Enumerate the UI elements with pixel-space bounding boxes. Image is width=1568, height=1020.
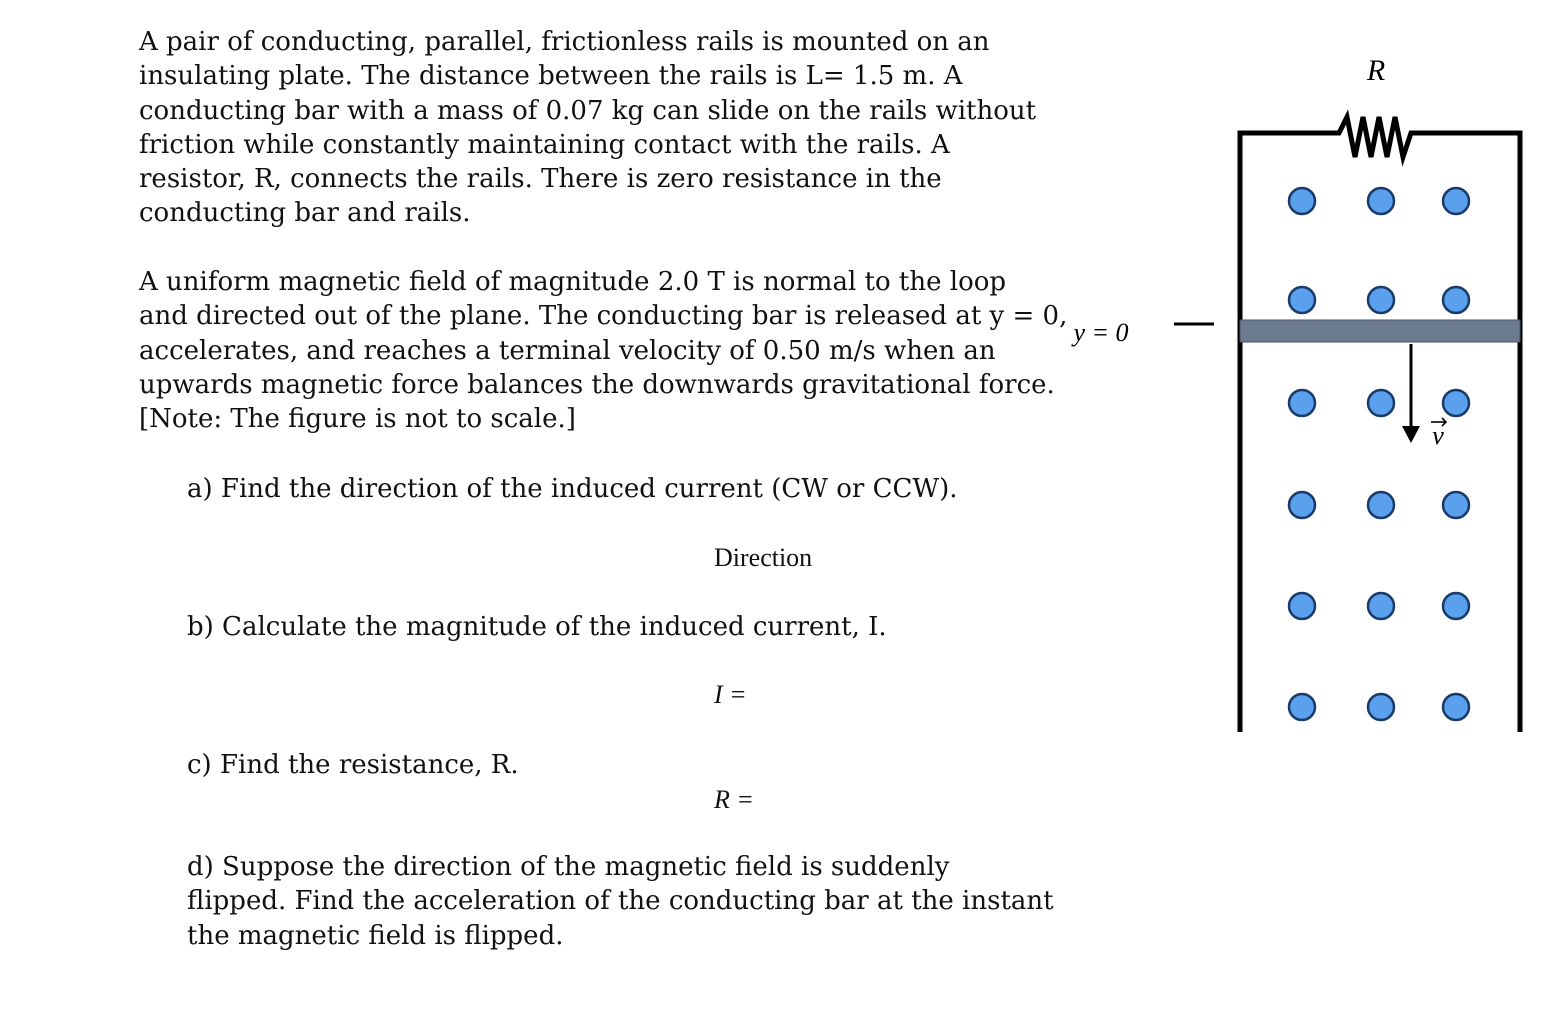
question-d-line: the magnetic field is flipped. [187,920,564,951]
answer-label-resistance: R = [714,785,754,814]
field-paragraph [139,265,1067,436]
field-dot [1289,188,1315,214]
y-zero-label: y = 0 [1073,318,1129,347]
field-dot [1368,593,1394,619]
answer-label-direction: Direction [714,543,813,572]
intro-paragraph [139,25,1036,231]
field-dot [1289,287,1315,313]
intro-line: insulating plate. The distance between the rails is L= 1.5 m. A [139,61,963,92]
question-d-line: flipped. Find the acceleration of the conducting bar at the instant [187,886,1054,917]
field-dot [1289,694,1315,720]
field-dot [1289,492,1315,518]
field-dot [1368,188,1394,214]
question-d-line: d) Suppose the direction of the magnetic field is suddenly [187,852,950,882]
field-dot [1443,593,1469,619]
field-dot [1443,287,1469,313]
field-dot [1368,694,1394,720]
question-a: a) Find the direction of the induced current (CW or CCW). [187,474,958,504]
resistor-label: R [1366,54,1386,87]
field-line: accelerates, and reaches a terminal velocity of 0.50 m/s when an [139,335,996,366]
field-dot [1443,694,1469,720]
field-dot [1443,492,1469,518]
question-d [187,850,1054,953]
field-dot [1368,492,1394,518]
field-dot [1289,593,1315,619]
field-dot [1289,390,1315,416]
field-dot [1368,390,1394,416]
field-line: upwards magnetic force balances the downwards gravitational force. [139,369,1055,400]
question-b: b) Calculate the magnitude of the induced current, I. [187,612,887,642]
field-line: [Note: The figure is not to scale.] [139,404,576,435]
question-c: c) Find the resistance, R. [187,750,519,780]
field-line: A uniform magnetic field of magnitude 2.0 T is normal to the loop [139,267,1007,297]
intro-line: friction while constantly maintaining contact with the rails. A [139,129,950,160]
field-dot [1443,188,1469,214]
conducting-bar [1240,320,1520,342]
intro-line: conducting bar with a mass of 0.07 kg can slide on the rails without [139,95,1037,126]
circuit-figure [1040,30,1540,750]
magnetic-field-dots [1289,188,1469,720]
intro-line: conducting bar and rails. [139,198,471,229]
velocity-label: v [1432,421,1444,450]
intro-line: resistor, R, connects the rails. There is zero resistance in the [139,164,942,195]
velocity-arrow-head [1402,426,1420,443]
field-dot [1443,390,1469,416]
field-dot [1368,287,1394,313]
intro-line: A pair of conducting, parallel, frictionless rails is mounted on an [139,27,990,57]
field-line: and directed out of the plane. The conducting bar is released at y = 0, [139,301,1068,332]
answer-label-current: I = [714,680,747,709]
